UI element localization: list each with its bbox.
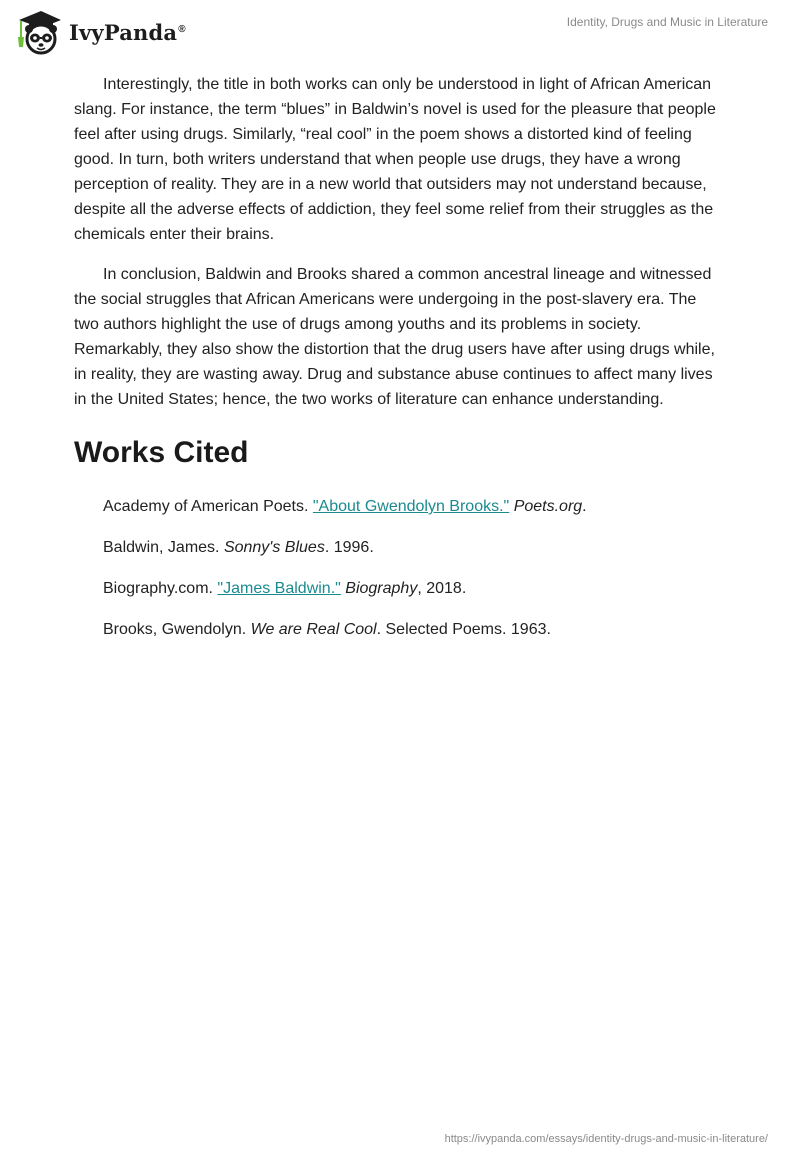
paragraph: In conclusion, Baldwin and Brooks shared a common ancestral lineage and witnessed the social struggles that African Americans were undergoing in the post-slavery era. The two authors highlight the use of drugs among youths and its problems in society. Remarkably, they also show the distortion that the drug users have after using drugs while, in reality, they are wasting away. Drug and substance abuse continues to affect many lives in the United States; hence, the two works of literature can enhance understanding. (74, 266, 715, 408)
citation-text: Academy of American Poets. (103, 498, 313, 515)
document-title: Identity, Drugs and Music in Literature (566, 15, 768, 29)
paragraph: Interestingly, the title in both works can only be understood in light of African American slang. For instance, the term “blues” in Baldwin’s novel is used for the pleasure that people feel after using drugs. Similarly, “real cool” in the poem shows a distorted kind of feeling good. In turn, both writers understand that when people use drugs, they have a wrong perception of reality. They are in a new world that outsiders may not understand because, despite all the adverse effects of addiction, they feel some relief from their struggles as the chemicals enter their brains. (74, 76, 716, 243)
citation-link[interactable]: "James Baldwin." (217, 580, 341, 597)
citation-text: . 1996. (324, 539, 374, 556)
citation-text: . Selected Poems. 1963. (376, 621, 551, 638)
citation-text: Baldwin, James. (103, 539, 224, 556)
citation-source: Biography (345, 580, 418, 597)
citation-entry (103, 621, 724, 639)
citation-entry (103, 580, 724, 598)
citation-entry (103, 498, 724, 516)
panda-graduate-icon (15, 9, 63, 55)
citation-text: . (582, 498, 587, 515)
citation-text: , 2018. (417, 580, 467, 597)
works-cited-heading: Works Cited (74, 436, 249, 469)
page-url: https://ivypanda.com/essays/identity-drugs-and-music-in-literature/ (444, 1133, 768, 1145)
citation-source: Poets.org (513, 498, 583, 515)
citation-text: Brooks, Gwendolyn. (103, 621, 251, 638)
registered-mark: ® (178, 23, 186, 35)
citation-text: Biography.com. (103, 580, 218, 597)
citation-entry (103, 539, 724, 557)
ivypanda-logo[interactable] (15, 9, 186, 55)
citation-source: Sonny's Blues (223, 539, 325, 556)
essay-body (74, 72, 724, 662)
citation-link[interactable]: "About Gwendolyn Brooks." (312, 498, 510, 515)
logo-wordmark: IvyPanda® (69, 19, 186, 45)
page-header (0, 0, 800, 64)
citation-source: We are Real Cool (250, 621, 377, 638)
